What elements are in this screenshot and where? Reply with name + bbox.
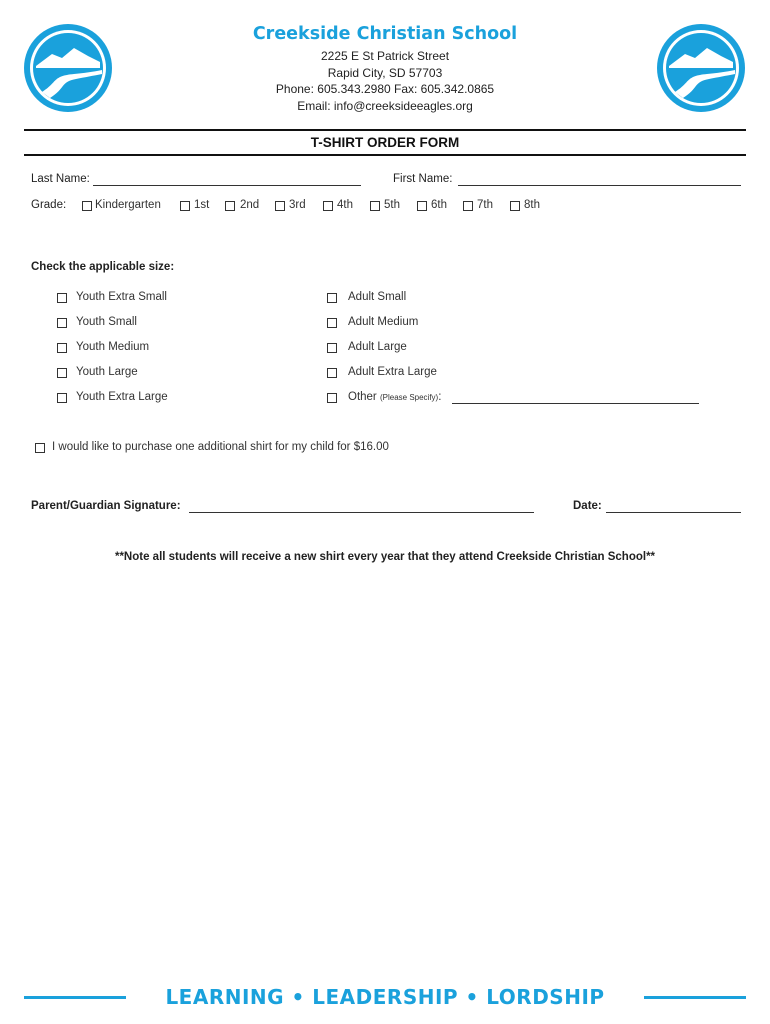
size-other-colon: : bbox=[438, 391, 442, 403]
size-youth-xl-label: Youth Extra Large bbox=[76, 391, 168, 403]
size-heading: Check the applicable size: bbox=[31, 261, 175, 273]
address-city: Rapid City, SD 57703 bbox=[327, 66, 443, 80]
size-adult-s-label: Adult Small bbox=[348, 291, 407, 303]
phone-fax: Phone: 605.343.2980 Fax: 605.342.0865 bbox=[275, 82, 495, 96]
grade-8th-label: 8th bbox=[524, 199, 540, 211]
grade-kindergarten-label: Kindergarten bbox=[95, 199, 161, 211]
grade-5th-checkbox[interactable] bbox=[370, 201, 380, 211]
size-other-specify: (Please Specify) bbox=[379, 393, 439, 402]
signature-field[interactable] bbox=[189, 512, 534, 513]
grade-2nd-label: 2nd bbox=[240, 199, 260, 211]
note-text: **Note all students will receive a new shirt every year that they attend Creekside Christian School** bbox=[114, 551, 656, 563]
email: Email: info@creeksideeagles.org bbox=[297, 99, 473, 113]
grade-1st-checkbox[interactable] bbox=[180, 201, 190, 211]
first-name-field[interactable] bbox=[458, 185, 741, 186]
size-other-checkbox[interactable] bbox=[327, 393, 337, 403]
size-adult-m-checkbox[interactable] bbox=[327, 318, 337, 328]
footer-line-right bbox=[644, 996, 746, 999]
first-name-label: First Name: bbox=[393, 173, 453, 185]
grade-6th-checkbox[interactable] bbox=[417, 201, 427, 211]
size-youth-m-checkbox[interactable] bbox=[57, 343, 67, 353]
grade-label: Grade: bbox=[31, 199, 67, 211]
grade-4th-checkbox[interactable] bbox=[323, 201, 333, 211]
grade-7th-label: 7th bbox=[477, 199, 493, 211]
additional-shirt-checkbox[interactable] bbox=[35, 443, 45, 453]
size-adult-l-checkbox[interactable] bbox=[327, 343, 337, 353]
size-youth-s-label: Youth Small bbox=[76, 316, 137, 328]
signature-label: Parent/Guardian Signature: bbox=[31, 500, 181, 512]
date-field[interactable] bbox=[606, 512, 741, 513]
size-youth-xl-checkbox[interactable] bbox=[57, 393, 67, 403]
grade-6th-label: 6th bbox=[431, 199, 447, 211]
last-name-field[interactable] bbox=[93, 185, 361, 186]
last-name-label: Last Name: bbox=[31, 173, 90, 185]
size-youth-xs-label: Youth Extra Small bbox=[76, 291, 167, 303]
additional-shirt-label: I would like to purchase one additional shirt for my child for $16.00 bbox=[52, 441, 389, 453]
grade-2nd-checkbox[interactable] bbox=[225, 201, 235, 211]
size-adult-s-checkbox[interactable] bbox=[327, 293, 337, 303]
grade-1st-label: 1st bbox=[194, 199, 210, 211]
grade-kindergarten-checkbox[interactable] bbox=[82, 201, 92, 211]
size-youth-m-label: Youth Medium bbox=[76, 341, 150, 353]
size-youth-s-checkbox[interactable] bbox=[57, 318, 67, 328]
grade-5th-label: 5th bbox=[384, 199, 400, 211]
size-other-field[interactable] bbox=[452, 403, 699, 404]
grade-3rd-checkbox[interactable] bbox=[275, 201, 285, 211]
size-other-text: Other bbox=[348, 391, 377, 403]
size-youth-xs-checkbox[interactable] bbox=[57, 293, 67, 303]
form-title: T-SHIRT ORDER FORM bbox=[310, 135, 460, 150]
size-adult-m-label: Adult Medium bbox=[348, 316, 419, 328]
title-rule-bottom bbox=[24, 154, 746, 156]
size-youth-l-label: Youth Large bbox=[76, 366, 138, 378]
date-label: Date: bbox=[573, 500, 602, 512]
grade-3rd-label: 3rd bbox=[289, 199, 306, 211]
grade-4th-label: 4th bbox=[337, 199, 353, 211]
grade-7th-checkbox[interactable] bbox=[463, 201, 473, 211]
grade-8th-checkbox[interactable] bbox=[510, 201, 520, 211]
size-adult-l-label: Adult Large bbox=[348, 341, 407, 353]
title-rule-top bbox=[24, 129, 746, 131]
size-adult-xl-checkbox[interactable] bbox=[327, 368, 337, 378]
school-name: Creekside Christian School bbox=[252, 24, 518, 44]
size-adult-xl-label: Adult Extra Large bbox=[348, 366, 437, 378]
size-other-label bbox=[348, 391, 441, 403]
footer-motto: LEARNING • LEADERSHIP • LORDSHIP bbox=[165, 985, 605, 1009]
address-street: 2225 E St Patrick Street bbox=[320, 49, 450, 63]
size-youth-l-checkbox[interactable] bbox=[57, 368, 67, 378]
